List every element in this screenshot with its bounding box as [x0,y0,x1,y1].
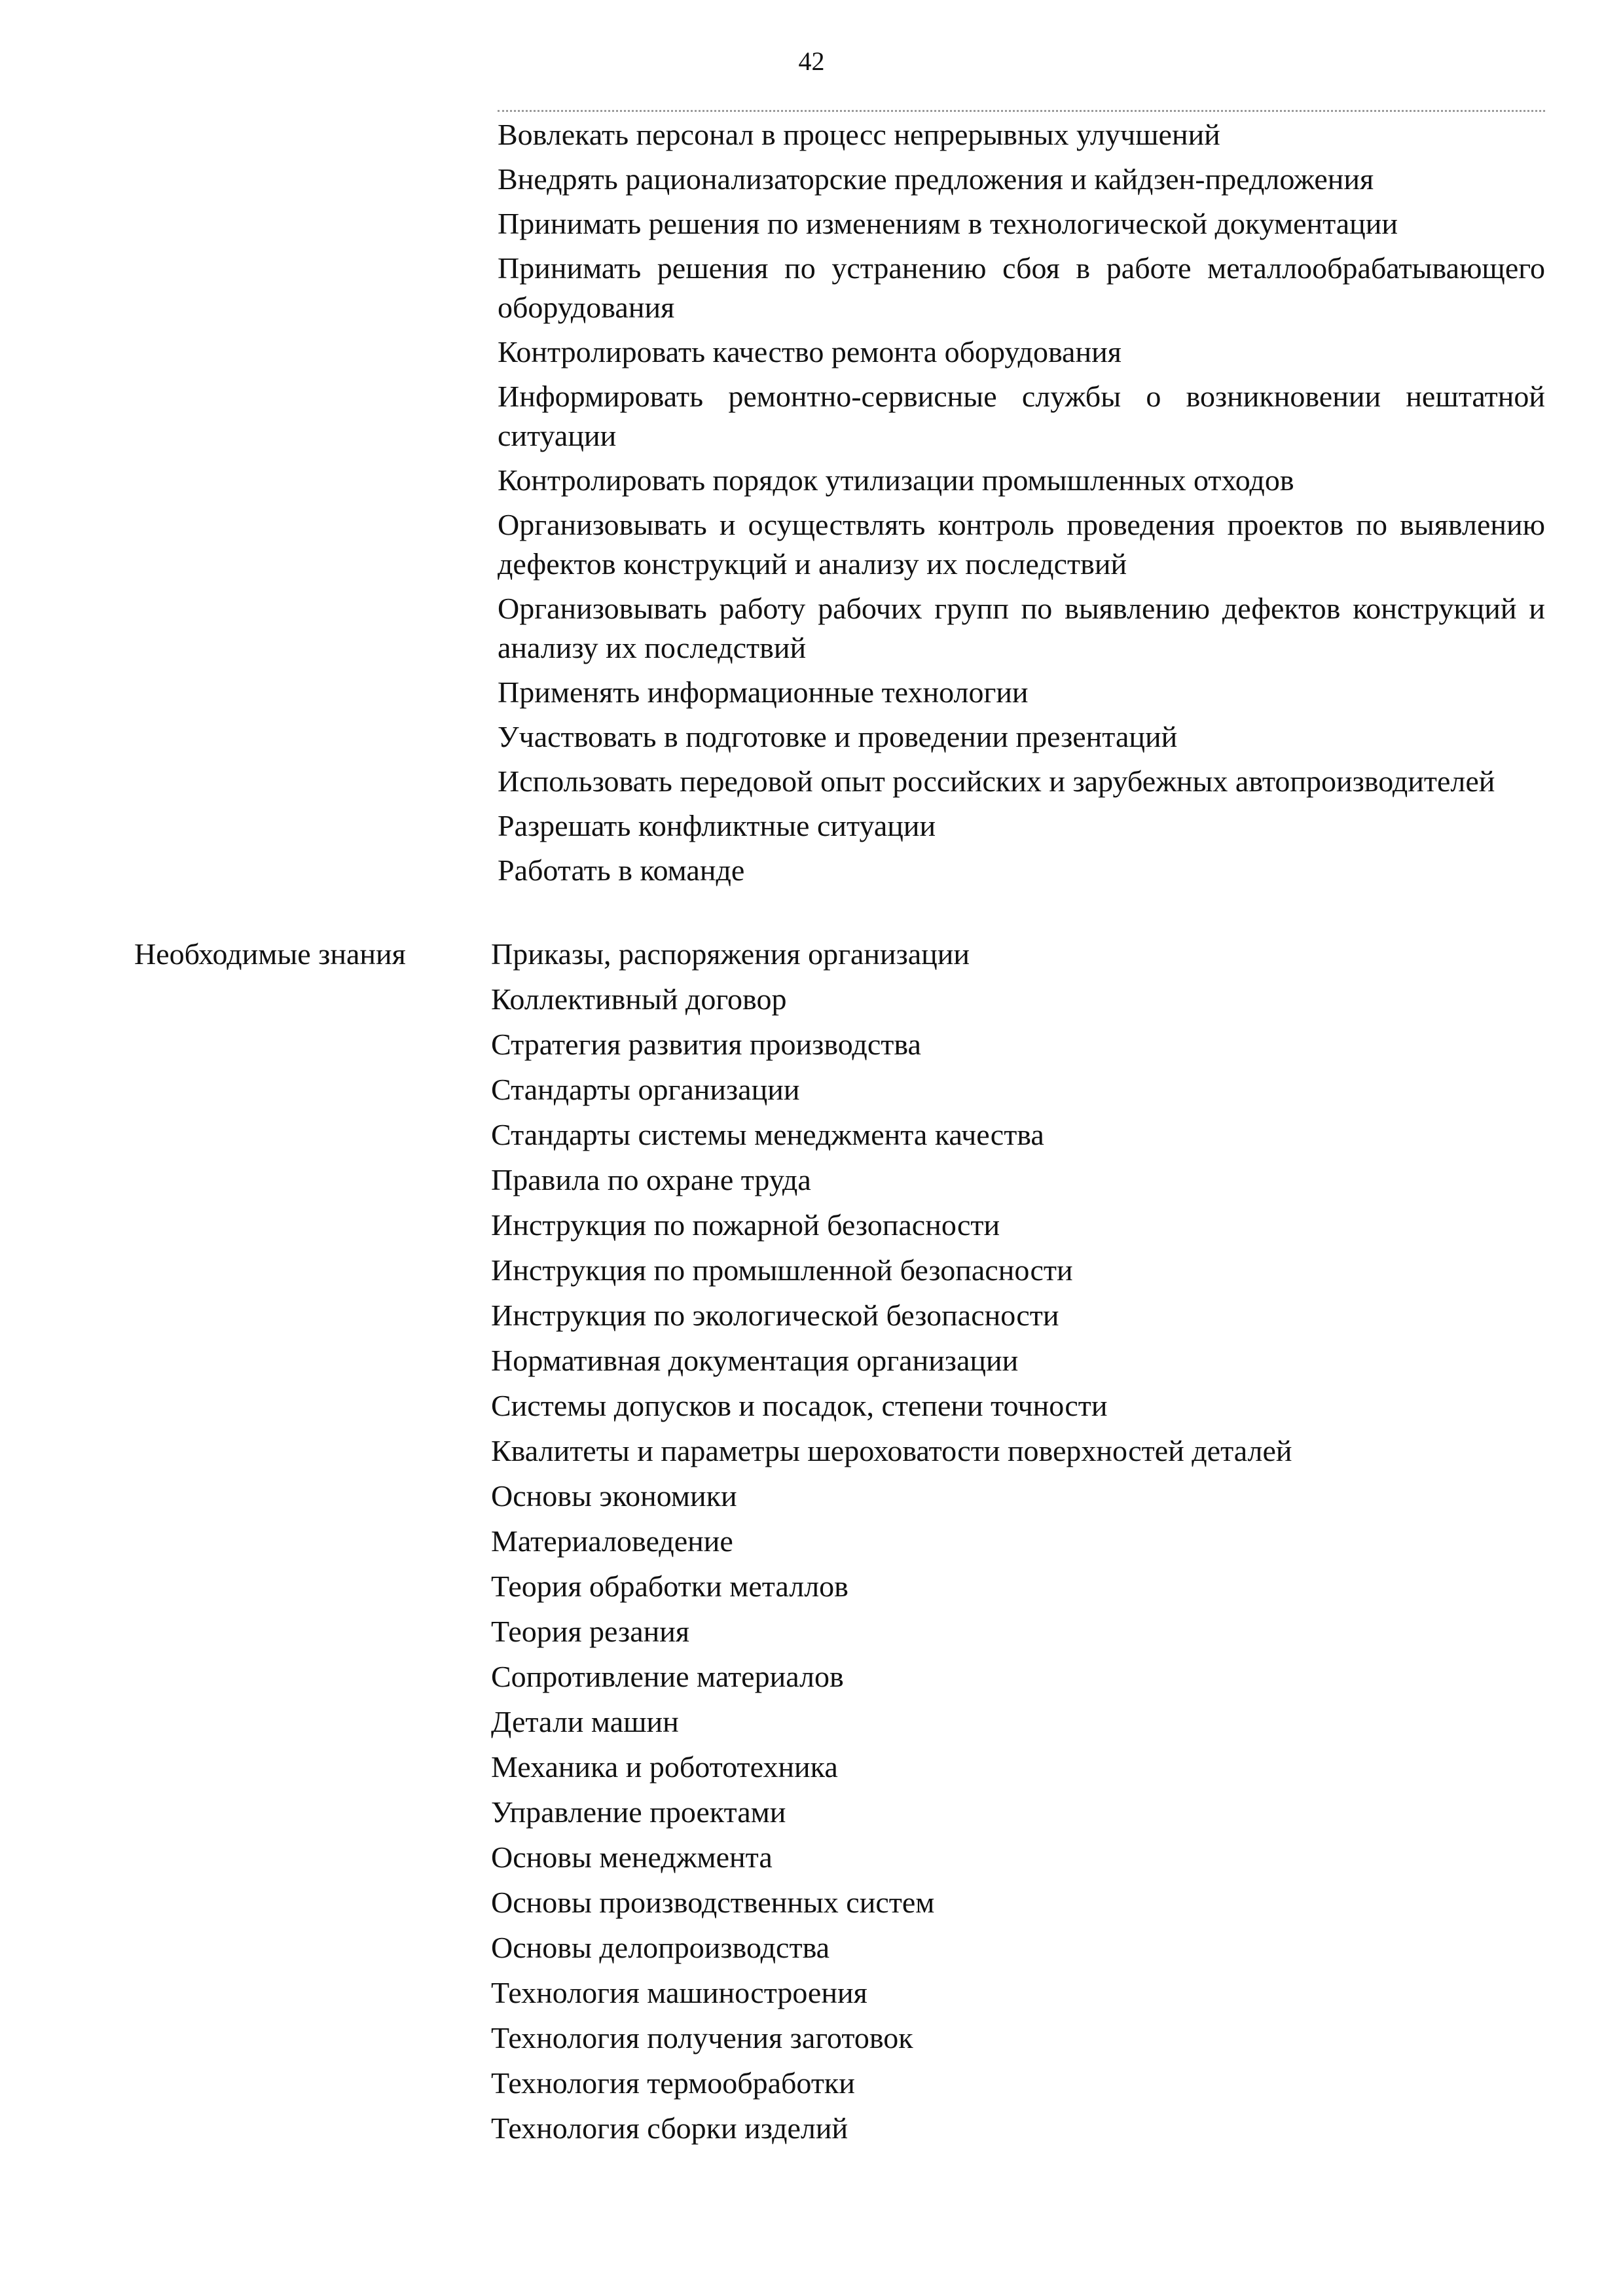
skill-item: Организовывать и осуществлять контроль проведения проектов по выявлению дефектов конструкций и анализу их последствий [498,508,1545,581]
skill-item: Вовлекать персонал в процесс непрерывных улучшений [498,118,1220,151]
knowledge-item: Основы экономики [491,1479,737,1513]
knowledge-item: Стратегия развития производства [491,1028,921,1061]
skill-item: Организовывать работу рабочих групп по выявлению дефектов конструкций и анализу их последствий [498,592,1545,664]
knowledge-item: Нормативная документация организации [491,1344,1019,1377]
knowledge-item: Технология получения заготовок [491,2021,913,2054]
knowledge-item: Инструкция по экологической безопасности [491,1299,1059,1332]
knowledge-item: Материаловедение [491,1524,733,1558]
skill-item: Контролировать качество ремонта оборудования [498,335,1122,368]
skill-item: Принимать решения по устранению сбоя в работе металлообрабатывающего оборудования [498,251,1545,324]
page-number: 42 [798,46,825,76]
knowledge-item: Технология термообработки [491,2066,855,2100]
skill-item: Принимать решения по изменениям в технологической документации [498,207,1398,240]
knowledge-item: Основы производственных систем [491,1886,935,1919]
knowledge-item: Технология машиностроения [491,1976,867,2009]
skill-item: Контролировать порядок утилизации промышленных отходов [498,463,1294,497]
skill-item: Информировать ремонтно-сервисные службы о возникновении нештатной ситуации [498,380,1545,452]
knowledge-item: Правила по охране труда [491,1163,811,1196]
skills-list [498,115,1545,895]
knowledge-item: Квалитеты и параметры шероховатости поверхностей деталей [491,1434,1292,1467]
knowledge-item: Теория резания [491,1615,689,1648]
skill-item: Использовать передовой опыт российских и зарубежных автопроизводителей [498,764,1495,798]
knowledge-item: Детали машин [491,1705,679,1738]
skill-item: Участвовать в подготовке и проведении презентаций [498,720,1178,753]
knowledge-item: Управление проектами [491,1795,786,1829]
knowledge-item: Инструкция по пожарной безопасности [491,1208,1000,1242]
knowledge-item: Инструкция по промышленной безопасности [491,1253,1073,1287]
knowledge-row-label: Необходимые знания [134,937,406,971]
knowledge-item: Механика и робототехника [491,1750,838,1784]
skill-item: Работать в команде [498,853,745,887]
knowledge-item: Приказы, распоряжения организации [491,937,970,971]
knowledge-item: Основы менеджмента [491,1840,773,1874]
table-top-border [498,110,1545,112]
skill-item: Применять информационные технологии [498,675,1029,709]
skill-item: Внедрять рационализаторские предложения и кайдзен-предложения [498,162,1374,196]
knowledge-item: Стандарты организации [491,1073,800,1106]
knowledge-item: Основы делопроизводства [491,1931,830,1964]
knowledge-item: Системы допусков и посадок, степени точности [491,1389,1108,1422]
knowledge-item: Коллективный договор [491,982,787,1016]
skill-item: Разрешать конфликтные ситуации [498,809,936,842]
knowledge-item: Сопротивление материалов [491,1660,844,1693]
knowledge-item: Стандарты системы менеджмента качества [491,1118,1044,1151]
knowledge-item: Технология сборки изделий [491,2111,848,2145]
knowledge-item: Теория обработки металлов [491,1570,848,1603]
knowledge-list [491,935,1539,2154]
